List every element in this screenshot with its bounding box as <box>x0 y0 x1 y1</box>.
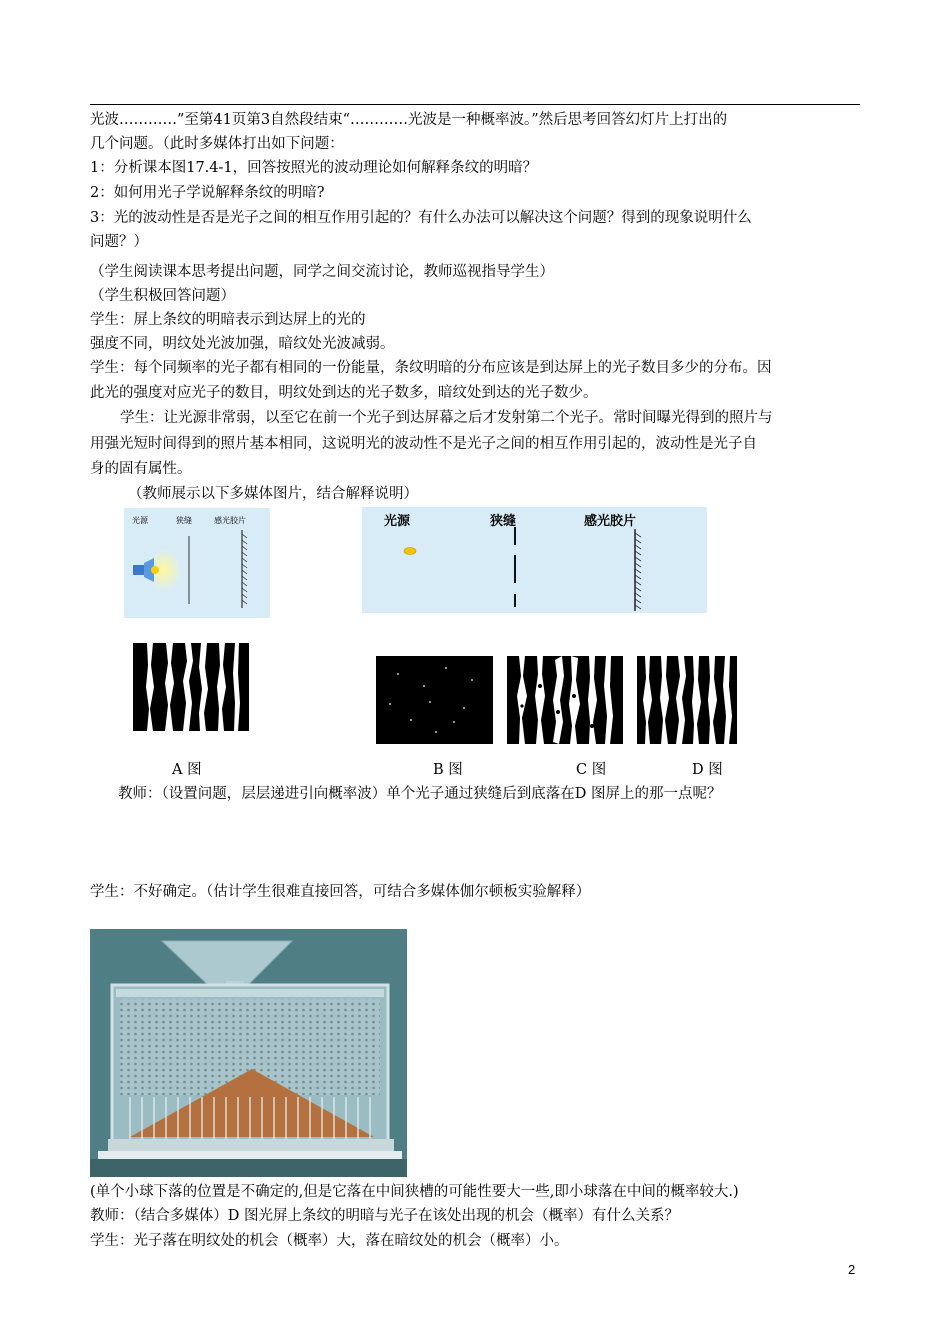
teacher-question-2: 教师：（结合多媒体）D 图光屏上条纹的明暗与光子在该处出现的机会（概率）有什么关系？ <box>90 1208 679 1224</box>
galton-board-photo <box>90 929 407 1177</box>
text-line: 2：如何用光子学说解释条纹的明暗? <box>90 185 325 201</box>
label-film: 感光胶片 <box>584 514 637 529</box>
label-source: 光源 <box>132 516 148 525</box>
label-slit: 狭缝 <box>490 514 517 529</box>
galton-note: (单个小球下落的位置是不确定的,但是它落在中间狭槽的可能性要大一些,即小球落在中间的概率较大.) <box>90 1184 739 1200</box>
label-film: 感光胶片 <box>214 516 246 525</box>
student-answer-2: 学生：光子落在明纹处的机会（概率）大，落在暗纹处的机会（概率）小。 <box>90 1233 569 1249</box>
experiment-diagram-large <box>362 507 707 613</box>
caption-c: C 图 <box>576 762 607 778</box>
page-number: 2 <box>848 1262 856 1277</box>
text-line: 学生：每个同频率的光子都有相同的一份能量，条纹明暗的分布应该是到达屏上的光子数目多少的分布。因 <box>90 360 772 376</box>
text-line: 学生：让光源非常弱，以至它在前一个光子到达屏幕之后才发射第二个光子。常时间曝光得到的照片与 <box>120 410 773 426</box>
text-line: 此光的强度对应光子的数目，明纹处到达的光子数多，暗纹处到达的光子数少。 <box>90 385 598 401</box>
label-source: 光源 <box>384 514 411 529</box>
caption-a: A 图 <box>172 762 202 778</box>
text-line: 几个问题。（此时多媒体打出如下问题： <box>90 136 344 152</box>
text-line: 1：分析课本图17.4-1，回答按照光的波动理论如何解释条纹的明暗？ <box>90 160 538 176</box>
text-line: 3：光的波动性是否是光子之间的相互作用引起的？有什么办法可以解决这个问题？得到的现象说明什么 <box>90 210 752 226</box>
experiment-diagram-small <box>124 508 270 618</box>
text-line: 身的固有属性。 <box>90 461 192 477</box>
caption-b: B 图 <box>433 762 463 778</box>
text-line: （教师展示以下多媒体图片，结合解释说明） <box>128 486 418 502</box>
fringe-photo-a <box>133 643 249 731</box>
text-line: 光波…………”至第41页第3自然段结束“…………光波是一种概率波。”然后思考回答幻灯片上打出的 <box>90 112 728 128</box>
fringe-photo-d <box>637 656 737 744</box>
student-answer-1: 学生：不好确定。（估计学生很难直接回答，可结合多媒体伽尔顿板实验解释） <box>90 884 591 900</box>
text-line: 问题？） <box>90 234 148 250</box>
text-line: （学生积极回答问题） <box>90 288 235 304</box>
caption-d: D 图 <box>692 762 723 778</box>
text-line: 用强光短时间得到的照片基本相同，这说明光的波动性不是光子之间的相互作用引起的，波动性是光子自 <box>90 436 757 452</box>
text-line: （学生阅读课本思考提出问题，同学之间交流讨论，教师巡视指导学生） <box>90 264 554 280</box>
fringe-photo-c <box>507 656 623 744</box>
text-line: 强度不同，明纹处光波加强，暗纹处光波减弱。 <box>90 336 395 352</box>
header-rule <box>90 104 860 105</box>
label-slit: 狭缝 <box>176 516 192 525</box>
fringe-photo-b <box>376 656 493 744</box>
text-line: 学生：屏上条纹的明暗表示到达屏上的光的 <box>90 312 366 328</box>
photon-icon <box>404 548 416 555</box>
teacher-question-1: 教师：（设置问题，层层递进引向概率波）单个光子通过狭缝后到底落在D 图屏上的那一点呢？ <box>118 786 722 802</box>
